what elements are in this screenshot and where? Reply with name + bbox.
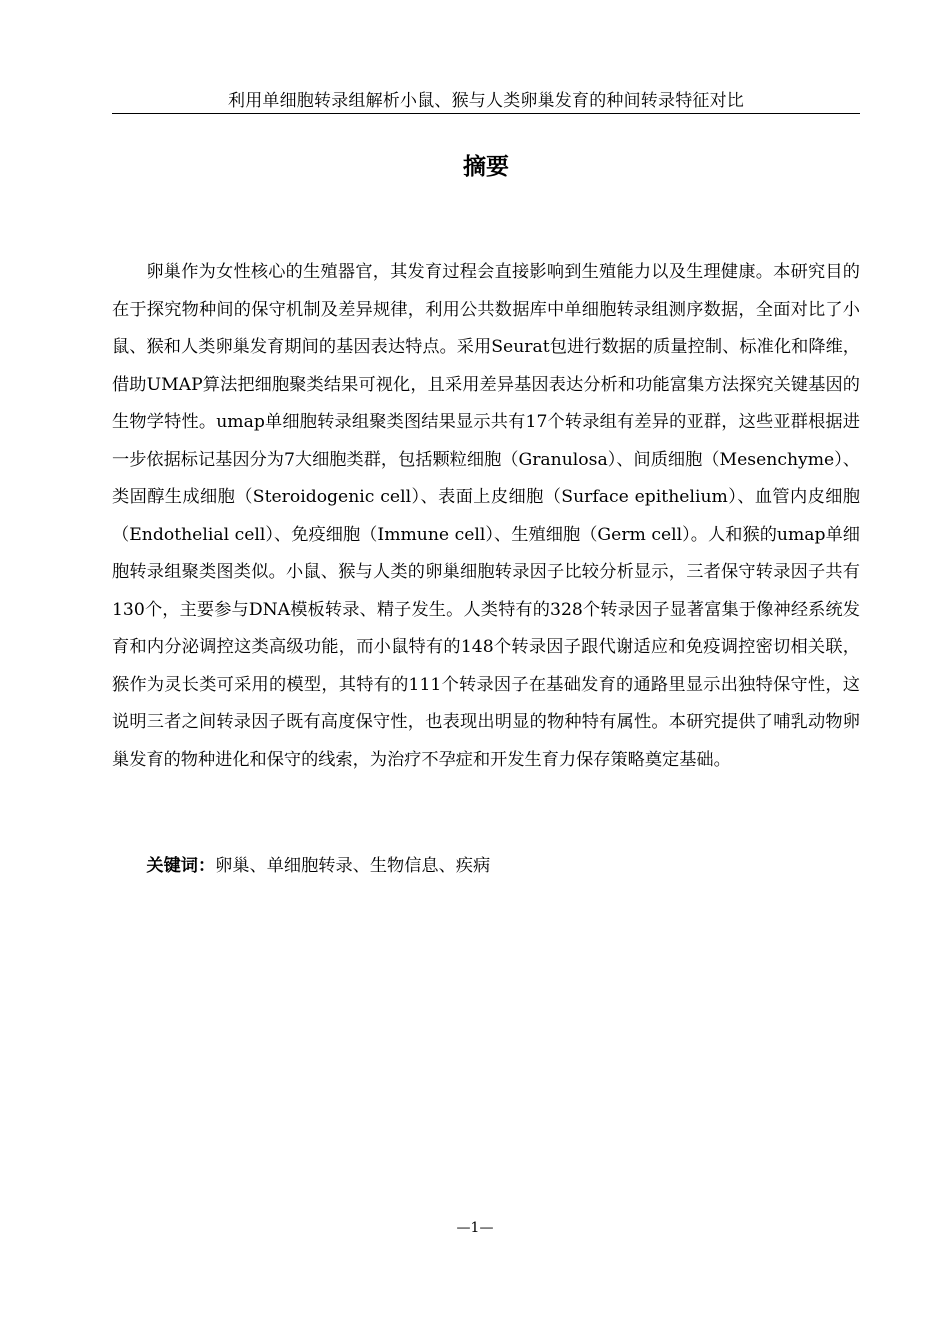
page-number: —1— xyxy=(456,1220,494,1236)
keywords-label: 关键词： xyxy=(146,856,216,876)
running-header: 利用单细胞转录组解析小鼠、猴与人类卵巢发育的种间转录特征对比 xyxy=(112,90,860,114)
keywords-line xyxy=(112,848,860,886)
abstract-paragraph: 卵巢作为女性核心的生殖器官，其发育过程会直接影响到生殖能力以及生理健康。本研究目的在于探究物种间的保守机制及差异规律，利用公共数据库中单细胞转录组测序数据，全面对比了小鼠、猴和人类卵巢发育期间的基因表达特点。采用Seurat包进行数据的质量控制、标准化和降维，借助UMAP算法把细胞聚类结果可视化，且采用差异基因表达分析和功能富集方法探究关键基因的生物学特性。umap单细胞转录组聚类图结果显示共有17个转录组有差异的亚群，这些亚群根据进一步依据标记基因分为7大细胞类群，包括颗粒细胞（Granulosa）、间质细胞（Mesenchyme）、类固醇生成细胞（Steroidogenic cell）、表面上皮细胞（Surface epithelium）、血管内皮细胞（Endothelial cell）、免疫细胞（Immune cell）、生殖细胞（Germ cell）。人和猴的umap单细胞转录组聚类图类似。小鼠、猴与人类的卵巢细胞转录因子比较分析显示，三者保守转录因子共有130个，主要参与DNA模板转录、精子发生。人类特有的328个转录因子显著富集于像神经系统发育和内分泌调控这类高级功能，而小鼠特有的148个转录因子跟代谢适应和免疫调控密切相关联，猴作为灵长类可采用的模型，其特有的111个转录因子在基础发育的通路里显示出独特保守性，这说明三者之间转录因子既有高度保守性，也表现出明显的物种特有属性。本研究提供了哺乳动物卵巢发育的物种进化和保守的线索，为治疗不孕症和开发生育力保存策略奠定基础。 xyxy=(112,262,860,770)
page-title: 摘要 xyxy=(463,153,509,180)
keywords-value: 卵巢、单细胞转录、生物信息、疾病 xyxy=(215,856,491,876)
